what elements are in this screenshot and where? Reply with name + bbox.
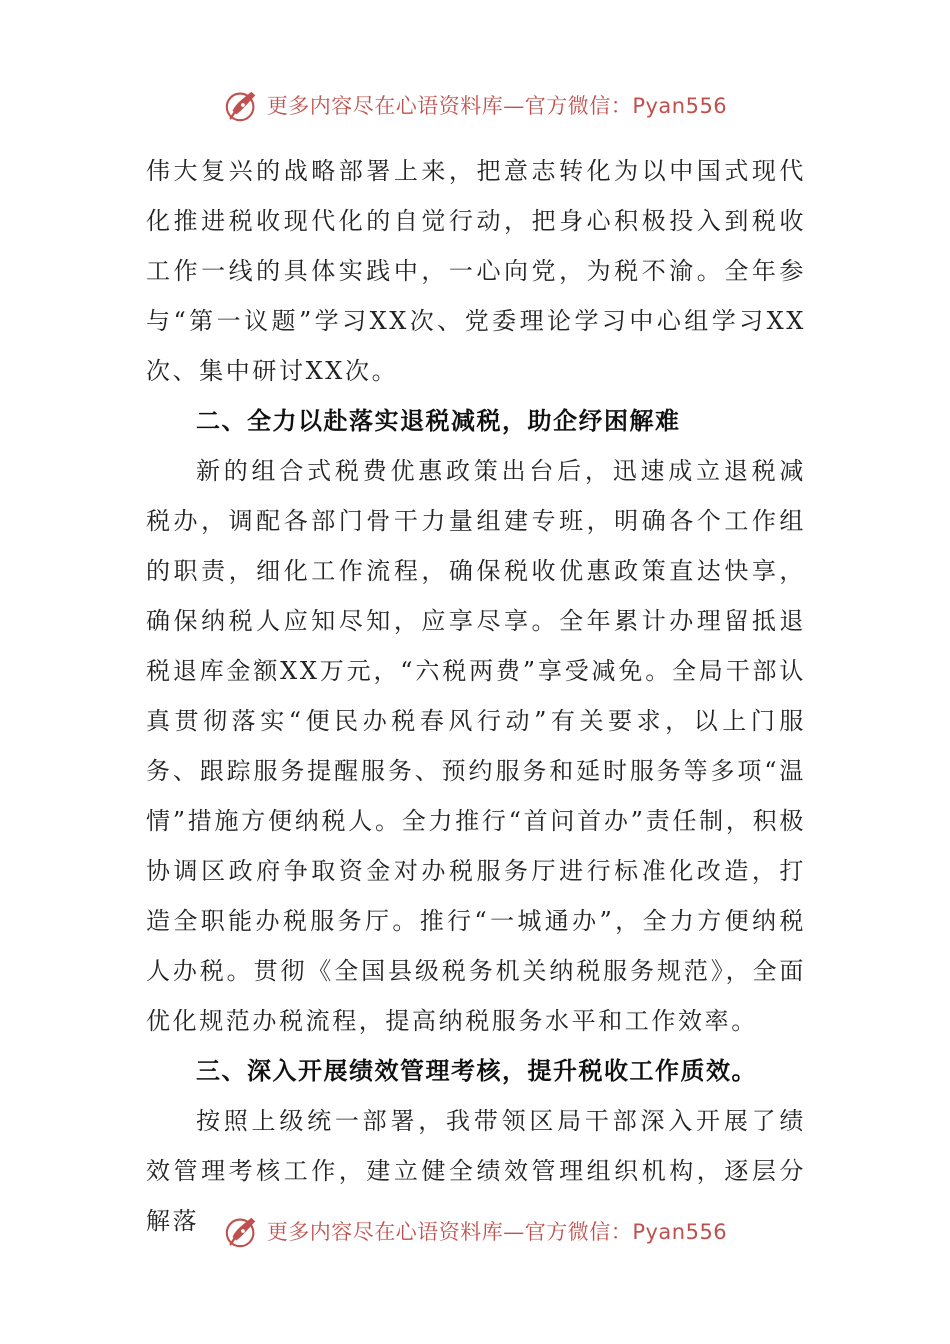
paragraph-section-2: 新的组合式税费优惠政策出台后，迅速成立退税减税办，调配各部门骨干力量组建专班，明确各个工作组的职责，细化工作流程，确保税收优惠政策直达快享，确保纳税人应知尽知，应享尽享。全年累计办理留抵退税退库金额XX万元，“六税两费”享受减免。全局干部认真贯彻落实“便民办税春风行动”有关要求，以上门服务、跟踪服务提醒服务、预约服务和延时服务等多项“温情”措施方便纳税人。全力推行“首问首办”责任制，积极协调区政府争取资金对办税服务厅进行标准化改造，打造全职能办税服务厅。推行“一城通办”，全力方便纳税人办税。贯彻《全国县级税务机关纳税服务规范》，全面优化规范办税流程，提高纳税服务水平和工作效率。 bbox=[146, 457, 806, 1035]
pen-nib-seal-icon bbox=[223, 86, 261, 124]
watermark-wechat-id: Pyan556 bbox=[632, 94, 728, 118]
paragraph-section-3: 按照上级统一部署，我带领区局干部深入开展了绩效管理考核工作，建立健全绩效管理组织机构，逐层分解落 bbox=[146, 1107, 806, 1235]
pen-nib-seal-icon bbox=[223, 1212, 261, 1250]
section-heading-2: 二、全力以赴落实退税减税，助企纾困解难 bbox=[196, 406, 681, 435]
watermark-text: 更多内容尽在心语资料库—官方微信：Pyan556 bbox=[266, 1220, 728, 1244]
section-heading-3: 三、深入开展绩效管理考核，提升税收工作质效。 bbox=[196, 1056, 757, 1085]
paragraph-continued: 伟大复兴的战略部署上来，把意志转化为以中国式现代化推进税收现代化的自觉行动，把身心积极投入到税收工作一线的具体实践中，一心向党，为税不渝。全年参与“第一议题”学习XX次、党委理论学习中心组学习XX次、集中研讨XX次。 bbox=[146, 157, 806, 385]
watermark-text: 更多内容尽在心语资料库—官方微信：Pyan556 bbox=[266, 94, 728, 118]
document-body bbox=[146, 146, 806, 1246]
watermark-wechat-id: Pyan556 bbox=[632, 1220, 728, 1244]
header-watermark bbox=[0, 82, 950, 128]
footer-watermark bbox=[0, 1208, 950, 1254]
